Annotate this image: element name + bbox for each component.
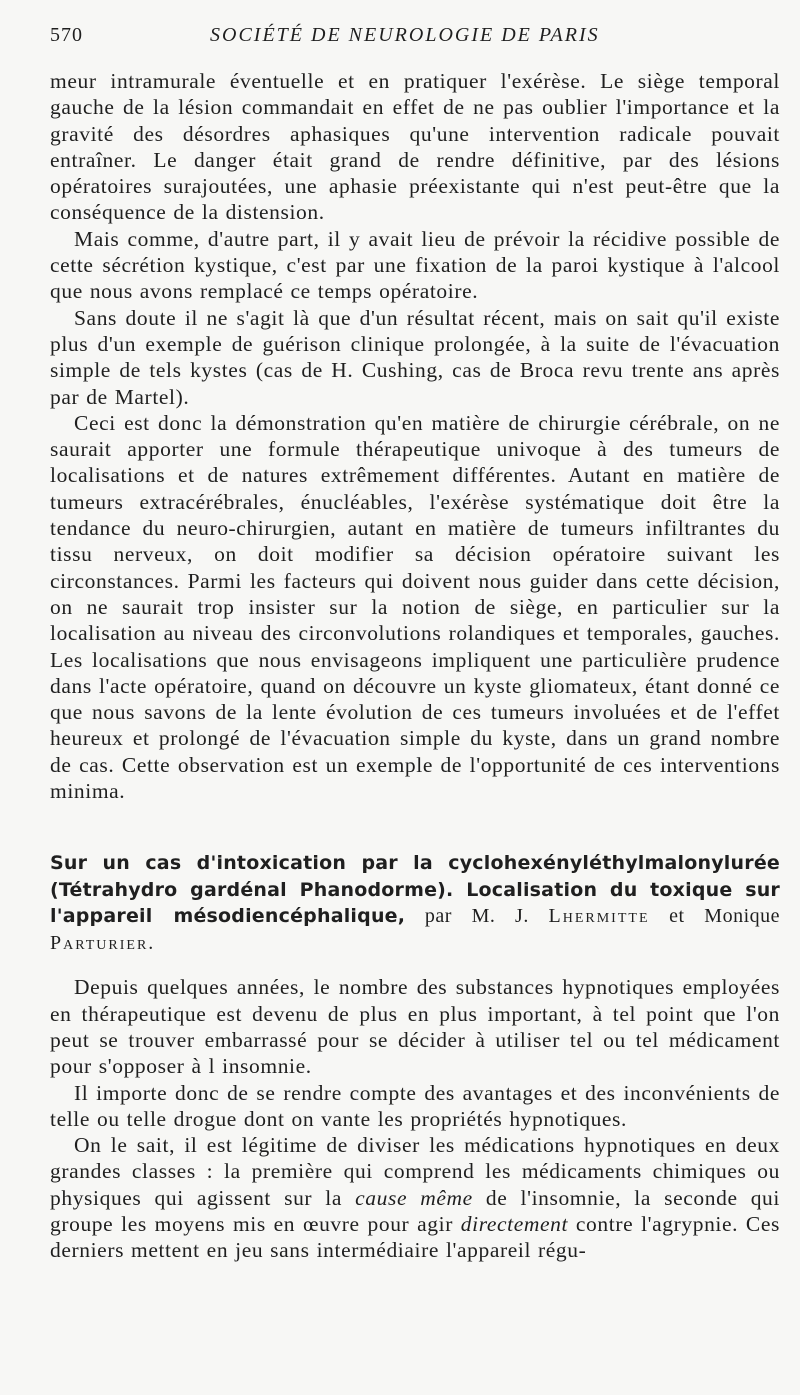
- text-run: On le sait, il est légitime de diviser les médications hypnotiques en deux grandes classes : la première qui comprend les médicaments chimiques ou physiques qui agissent sur la: [50, 1133, 780, 1210]
- emphasis: directement: [460, 1211, 569, 1236]
- byline-end: .: [148, 931, 154, 954]
- article-section: [50, 850, 780, 1263]
- journal-page: [50, 24, 780, 1374]
- byline-joiner: et Monique: [649, 905, 781, 928]
- article-title-block: [50, 850, 780, 956]
- journal-title: SOCIÉTÉ DE NEUROLOGIE DE PARIS: [210, 24, 600, 46]
- text-run: contre l'agrypnie. Ces derniers mettent en jeu sans intermédiaire l'appareil régu-: [50, 1211, 780, 1263]
- author-name: Lhermitte: [548, 905, 650, 928]
- body-paragraph: Depuis quelques années, le nombre des substances hypnotiques employées en thérapeutique est devenu de plus en plus important, à tel point que l'on peut se trouver embarrassé pour se décider à utiliser tel ou tel médicament pour s'opposer à l insomnie.: [50, 975, 780, 1079]
- previous-article-conclusion: [50, 68, 780, 804]
- body-paragraph: [50, 1132, 780, 1263]
- running-head: [50, 24, 780, 54]
- emphasis: cause même: [355, 1185, 473, 1210]
- text-run: de l'insomnie, la seconde qui groupe les moyens mis en œuvre pour agir: [50, 1185, 780, 1236]
- byline-prefix: par M. J.: [405, 905, 549, 928]
- page-number: 570: [50, 24, 83, 46]
- body-paragraph: meur intramurale éventuelle et en pratiquer l'exérèse. Le siège temporal gauche de la lésion commandait en effet de ne pas oublier l'importance et la gravité des désordres aphasiques qu'une intervention radicale pouvait entraîner. Le danger était grand de rendre définitive, par des lésions opératoires surajoutées, une aphasie préexistante qui n'est peut-être que la conséquence de la distension.: [50, 69, 780, 225]
- body-paragraph: Mais comme, d'autre part, il y avait lieu de prévoir la récidive possible de cette sécrétion kystique, c'est par une fixation de la paroi kystique à l'alcool que nous avons remplacé ce temps opératoire.: [50, 226, 780, 304]
- article-title: Sur un cas d'intoxication par la cyclohexényléthylmalonylurée (Tétrahydro gardénal Phanodorme). Localisation du toxique sur l'appareil mésodiencéphalique,: [50, 852, 780, 928]
- author-name: Parturier: [50, 931, 149, 954]
- body-paragraph: Il importe donc de se rendre compte des avantages et des inconvénients de telle ou telle drogue dont on vante les propriétés hypnotiques.: [50, 1080, 780, 1131]
- body-paragraph: Sans doute il ne s'agit là que d'un résultat récent, mais on sait qu'il existe plus d'un exemple de guérison clinique prolongée, à la suite de l'évacuation simple de tels kystes (cas de H. Cushing, cas de Broca revu trente ans après par de Martel).: [50, 305, 780, 409]
- body-paragraph: Ceci est donc la démonstration qu'en matière de chirurgie cérébrale, on ne saurait apporter une formule thérapeutique univoque à des tumeurs de localisations et de natures extrêmement différentes. Autant en matière de tumeurs extracérébrales, énucléables, l'exérèse systématique doit être la tendance du neuro-chirurgien, autant en matière de tumeurs infiltrantes du tissu nerveux, on doit modifier sa décision opératoire suivant les circonstances. Parmi les facteurs qui doivent nous guider dans cette décision, on ne saurait trop insister sur la notion de siège, en particulier sur la localisation au niveau des circonvolutions rolandiques et temporales, gauches. Les localisations que nous envisageons impliquent une particulière prudence dans l'acte opératoire, quand on découvre un kyste gliomateux, étant donné ce que nous savons de la lente évolution de ces tumeurs involuées et de l'effet heureux et prolongé de l'évacuation simple du kyste, dans un grand nombre de cas. Cette observation est un exemple de l'opportunité de ces interventions minima.: [50, 410, 780, 804]
